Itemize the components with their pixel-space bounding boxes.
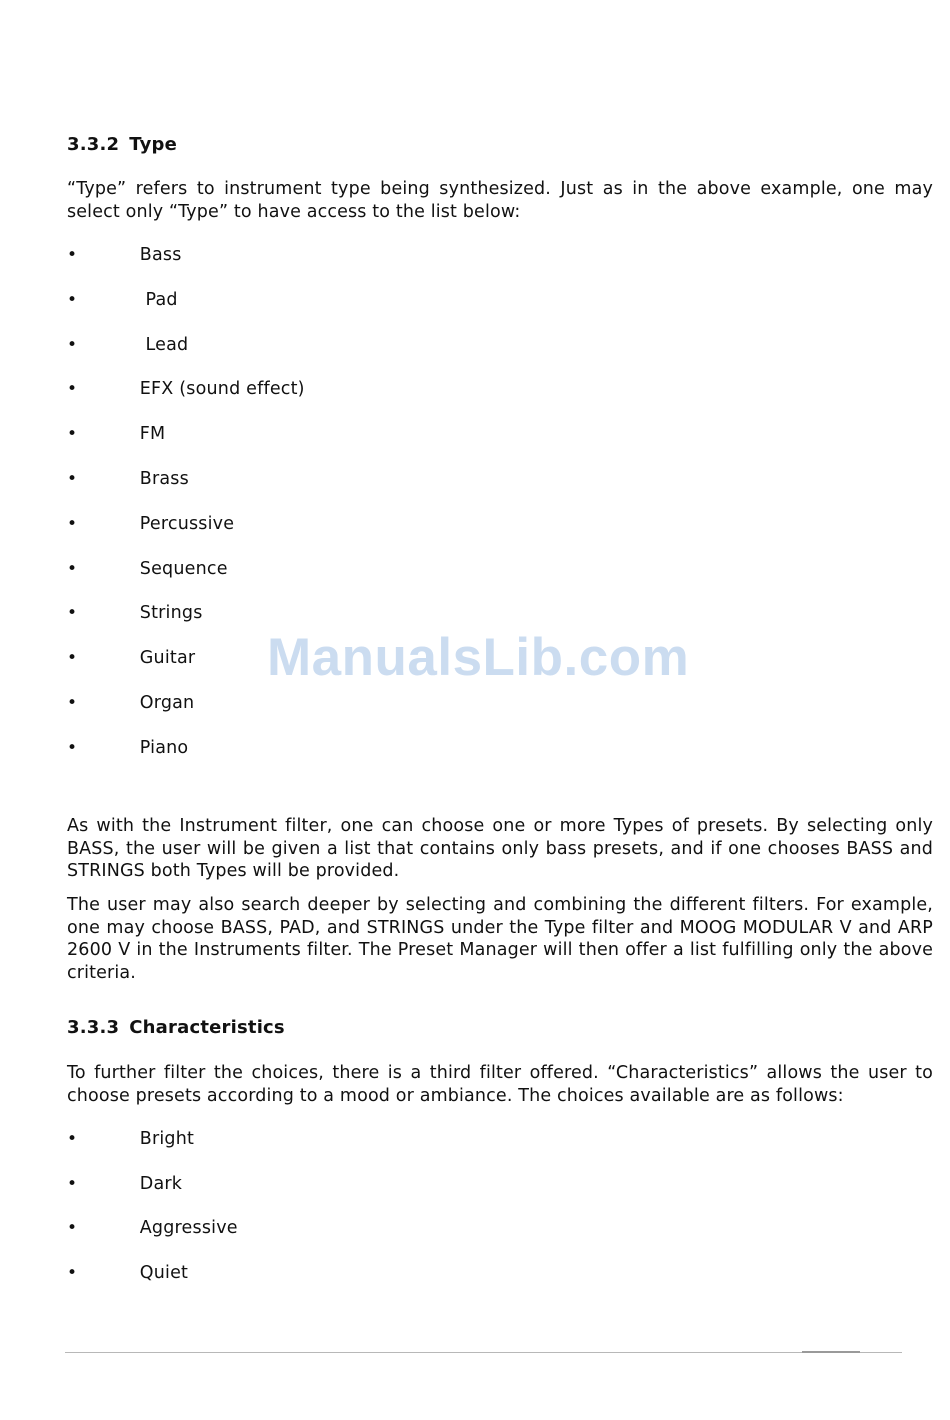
manual-page (67, 0, 933, 1420)
section-number: 3.3.3 (67, 1017, 120, 1038)
bullet-icon: • (67, 603, 78, 624)
section-heading-characteristics (67, 1017, 285, 1038)
bullet-icon: • (67, 245, 78, 265)
list-item-label: Pad (134, 289, 178, 310)
list-item-label: Organ (134, 693, 195, 713)
section-heading-type (67, 134, 177, 155)
bullet-icon: • (67, 1218, 78, 1239)
list-item-label: Lead (134, 334, 189, 355)
footer-mark (802, 1351, 860, 1353)
list-item-label: Sequence (134, 558, 228, 579)
list-item-label: Strings (134, 603, 203, 624)
list-item-label: Brass (134, 469, 189, 489)
footer-divider (65, 1352, 902, 1353)
watermark: ManualsLib.com (267, 628, 690, 687)
list-item-label: Dark (134, 1173, 183, 1194)
type-intro-paragraph: “Type” refers to instrument type being synthesized. Just as in the above example, one may select only “Type” to have access to the list below: (67, 179, 933, 222)
section-title: Characteristics (129, 1017, 285, 1038)
section-number: 3.3.2 (67, 134, 120, 155)
list-item-label: EFX (sound effect) (134, 379, 305, 400)
bullet-icon: • (67, 1129, 78, 1149)
bullet-icon: • (67, 289, 78, 310)
bullet-icon: • (67, 334, 78, 355)
section-title: Type (129, 134, 178, 155)
list-item-label: Quiet (134, 1263, 189, 1284)
list-item-label: Bass (134, 245, 182, 265)
list-item-label: Percussive (134, 513, 235, 534)
bullet-icon: • (67, 513, 78, 534)
bullet-icon: • (67, 558, 78, 579)
list-item-label: Aggressive (134, 1218, 238, 1239)
bullet-icon: • (67, 648, 78, 669)
bullet-icon: • (67, 469, 78, 489)
bullet-icon: • (67, 424, 78, 445)
characteristics-intro-paragraph: To further filter the choices, there is a third filter offered. “Characteristics” allows the user to choose presets according to a mood or ambiance. The choices available are as follows: (67, 1063, 933, 1106)
type-paragraph-1: As with the Instrument filter, one can choose one or more Types of presets. By selecting only BASS, the user will be given a list that contains only bass presets, and if one chooses BASS and STRINGS both Types will be provided. (67, 816, 933, 881)
list-item-label: Guitar (134, 648, 196, 669)
bullet-icon: • (67, 379, 78, 400)
list-item-label: Piano (134, 737, 189, 758)
bullet-icon: • (67, 1263, 78, 1284)
type-paragraph-2: The user may also search deeper by selecting and combining the different filters. For example, one may choose BASS, PAD, and STRINGS under the Type filter and MOOG MODULAR V and ARP 2600 V in the Instruments filter. The Preset Manager will then offer a list fulfilling only the above criteria. (67, 895, 933, 983)
bullet-icon: • (67, 737, 78, 758)
bullet-icon: • (67, 1173, 78, 1194)
bullet-icon: • (67, 693, 78, 713)
list-item-label: Bright (134, 1129, 195, 1149)
list-item-label: FM (134, 424, 166, 445)
